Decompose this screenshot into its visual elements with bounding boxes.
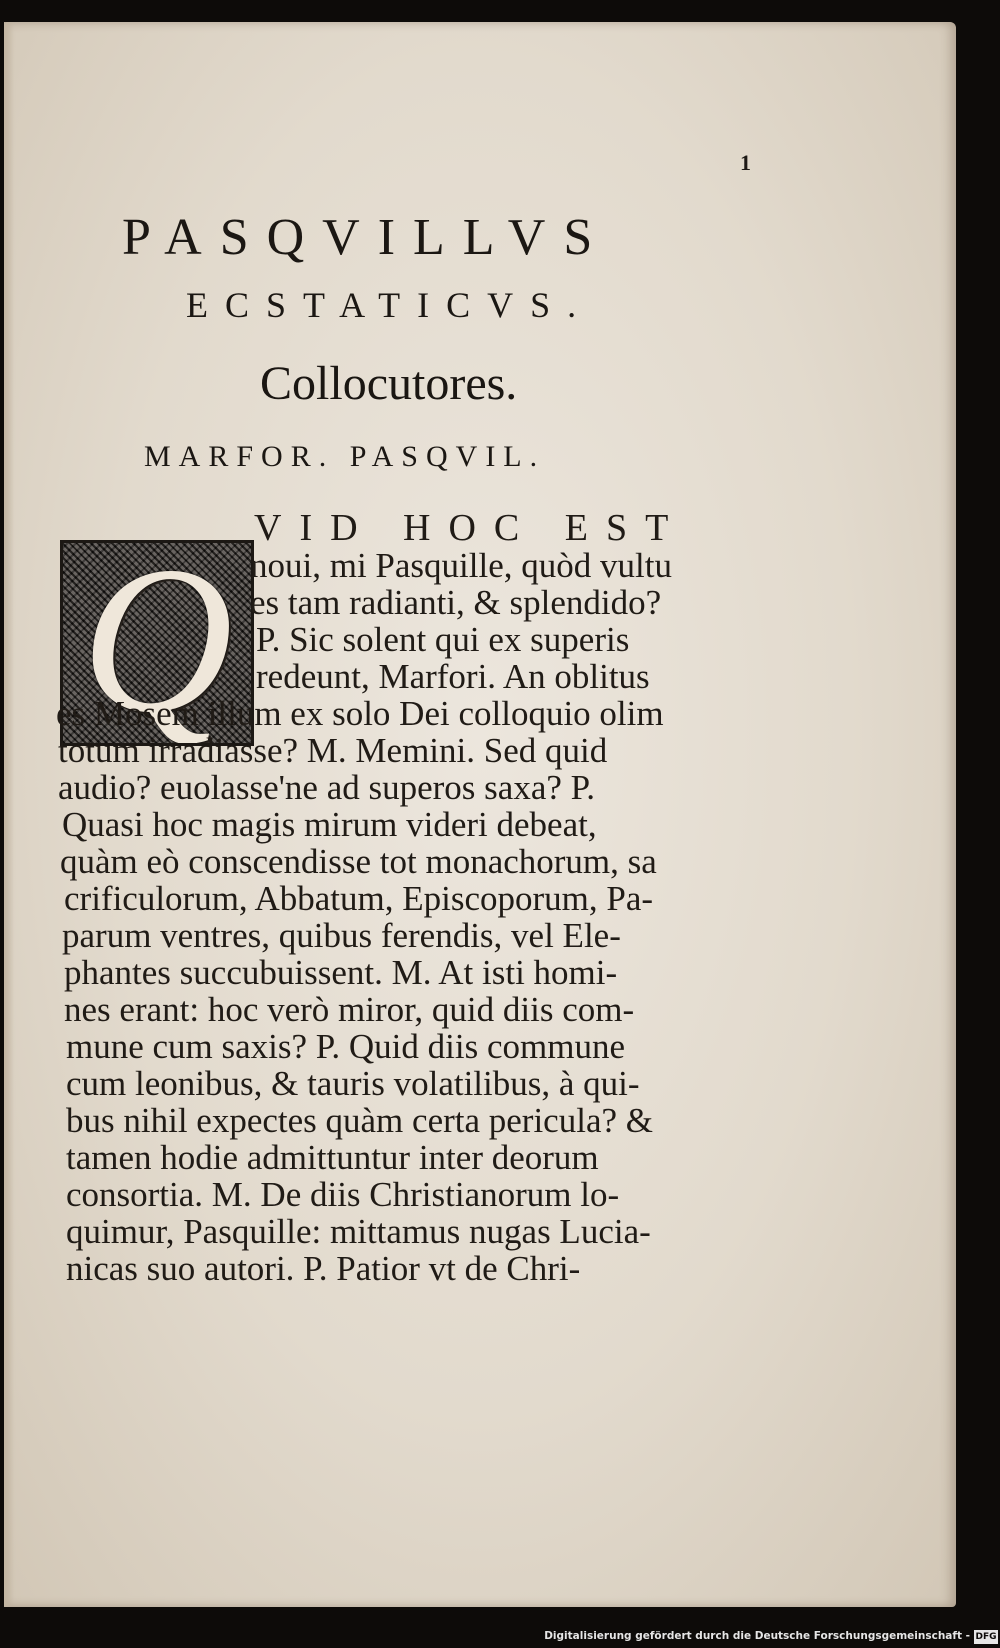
- body-line: totum irradiasse? M. Memini. Sed quid: [58, 731, 608, 770]
- body-line: crificulorum, Abbatum, Episcoporum, Pa-: [64, 879, 654, 918]
- dfg-logo: DFG: [975, 1632, 997, 1642]
- body-line: P. Sic solent qui ex superis: [256, 620, 630, 659]
- page-number: 1: [740, 150, 751, 175]
- body-line: nicas suo autori. P. Patior vt de Chri-: [66, 1249, 581, 1288]
- speakers-line: MARFOR. PASQVIL.: [144, 440, 546, 473]
- body-line: nes erant: hoc verò miror, quid diis com-: [64, 990, 635, 1029]
- funding-notice: Digitalisierung gefördert durch die Deutsche Forschungsgemeinschaft -: [544, 1630, 970, 1642]
- body-line: cum leonibus, & tauris volatilibus, à qui-: [66, 1064, 640, 1103]
- body-line: quimur, Pasquille: mittamus nugas Lucia-: [66, 1212, 651, 1251]
- body-line: quàm eò conscendisse tot monachorum, sa: [60, 842, 657, 881]
- title-line-1: PASQVILLVS: [122, 209, 611, 266]
- body-line: es Mosem illum ex solo Dei colloquio olim: [56, 694, 664, 733]
- body-line: bus nihil expectes quàm certa pericula? &: [66, 1101, 653, 1140]
- body-line: Quasi hoc magis mirum videri debeat,: [62, 805, 597, 844]
- body-line: mune cum saxis? P. Quid diis commune: [66, 1027, 625, 1066]
- body-line: noui, mi Pasquille, quòd vultu: [250, 546, 672, 585]
- body-line: parum ventres, quibus ferendis, vel Ele-: [62, 916, 621, 955]
- body-line: tamen hodie admittuntur inter deorum: [66, 1138, 599, 1177]
- body-line: audio? euolasse'ne ad superos saxa? P.: [58, 768, 595, 807]
- body-line: consortia. M. De diis Christianorum lo-: [66, 1175, 620, 1214]
- section-heading: Collocutores.: [260, 357, 518, 410]
- body-line: es tam radianti, & splendido?: [250, 583, 662, 622]
- body-text: [4, 22, 956, 1607]
- title-line-2: ECSTATICVS.: [186, 285, 594, 325]
- body-line: redeunt, Marfori. An oblitus: [256, 657, 650, 696]
- body-line: VID HOC EST: [254, 507, 687, 549]
- body-line: phantes succubuissent. M. At isti homi-: [64, 953, 618, 992]
- initial-letter: Q: [81, 540, 233, 746]
- book-page: [4, 22, 956, 1607]
